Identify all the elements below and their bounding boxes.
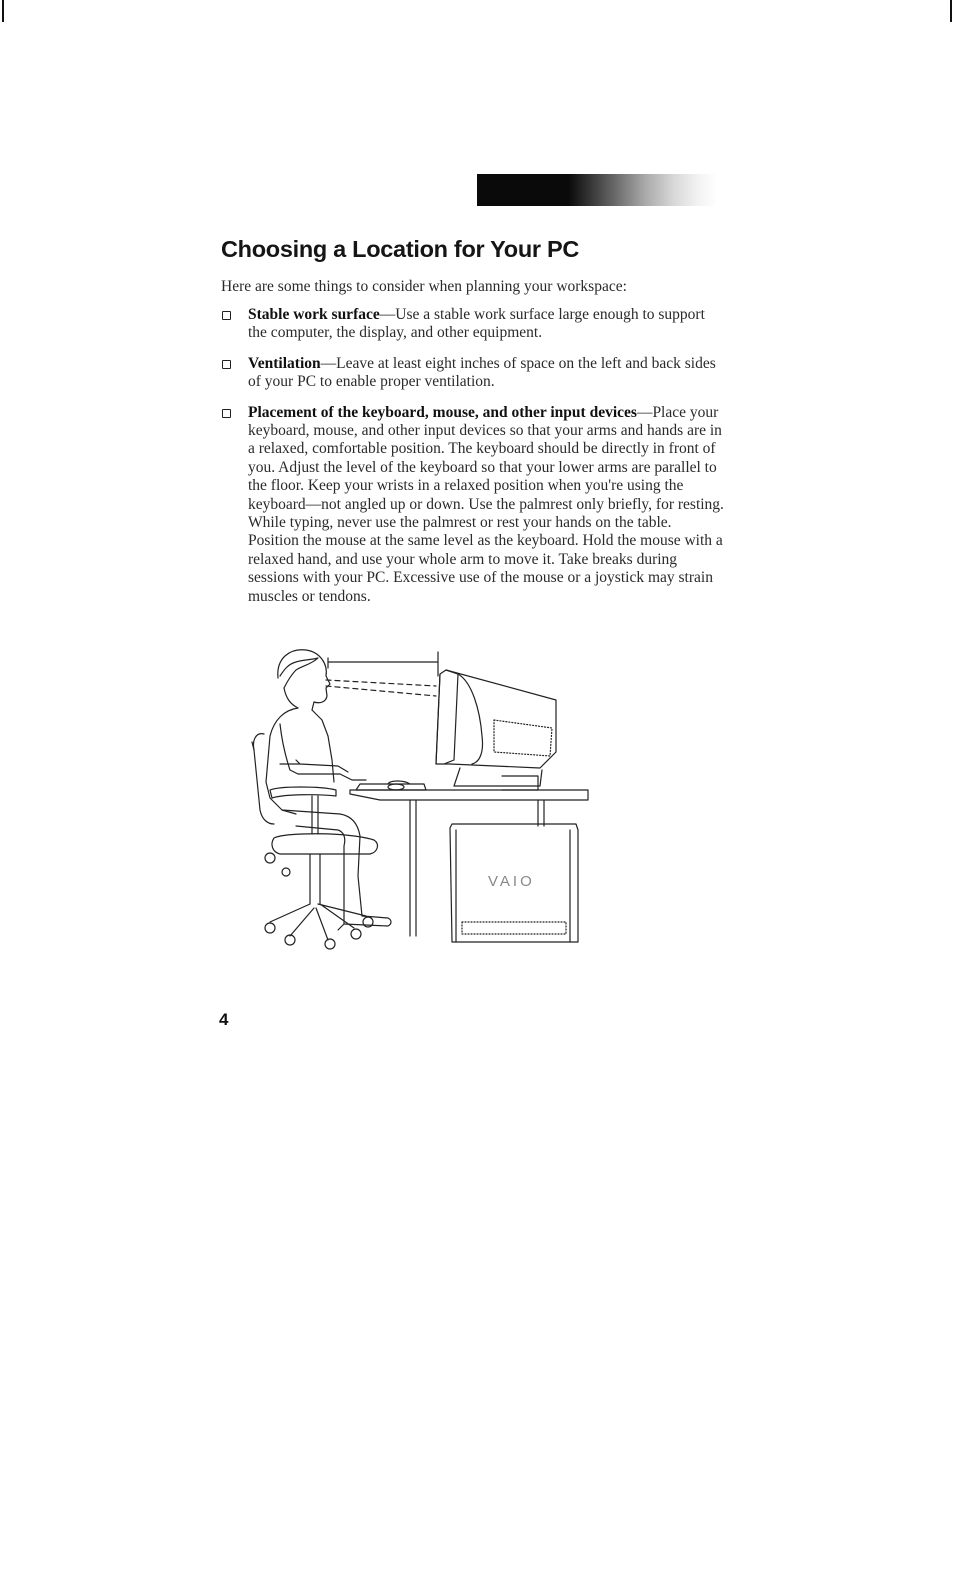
- sightline-icon: [326, 652, 438, 696]
- keyboard-mouse-icon: [356, 781, 426, 790]
- page-number: 4: [219, 1010, 229, 1029]
- tower-logo: VAIO: [488, 873, 535, 890]
- crop-mark-left: [2, 0, 4, 22]
- list-item-term: Placement of the keyboard, mouse, and other input devices: [248, 403, 637, 421]
- checkbox-bullet-icon: [222, 409, 231, 418]
- list-item-term: Ventilation: [248, 354, 321, 372]
- consideration-list: [221, 306, 726, 618]
- page-title: Choosing a Location for Your PC: [221, 236, 580, 262]
- list-item-ventilation: [221, 355, 726, 392]
- desk-icon: [350, 790, 588, 936]
- monitor-icon: [436, 670, 556, 790]
- checkbox-bullet-icon: [222, 360, 231, 369]
- checkbox-bullet-icon: [222, 311, 231, 320]
- crop-mark-right: [950, 0, 952, 22]
- list-item-text: —Use a stable work surface large enough to support the computer, the display, and other equipment.: [248, 306, 705, 342]
- list-item-input-devices: [221, 404, 726, 606]
- section-header-bar: [477, 174, 717, 206]
- list-item-text: —Place your keyboard, mouse, and other input devices so that your arms and hands are in a relaxed, comfortable position. The keyboard should be directly in front of you. Adjust the level of the keyboard so that your lower arms are parallel to the floor. Keep your wrists in a relaxed position when you're using the keyboard—not angled up or down. Use the palmrest only briefly, for resting. While typing, never use the palmrest or rest your hands on the table. Position the mouse at the same level as the keyboard. Hold the mouse with a relaxed hand, and use your whole arm to move it. Take breaks during sessions with your PC. Excessive use of the mouse or a joystick may strain muscles or tendons.: [248, 403, 724, 605]
- ergonomic-workstation-illustration: [240, 640, 600, 950]
- list-item-stable-surface: [221, 306, 726, 343]
- list-item-term: Stable work surface: [248, 306, 380, 323]
- intro-text: Here are some things to consider when planning your workspace:: [221, 278, 627, 295]
- list-item-text: —Leave at least eight inches of space on the left and back sides of your PC to enable proper ventilation.: [248, 354, 716, 391]
- office-chair-icon: [252, 734, 377, 949]
